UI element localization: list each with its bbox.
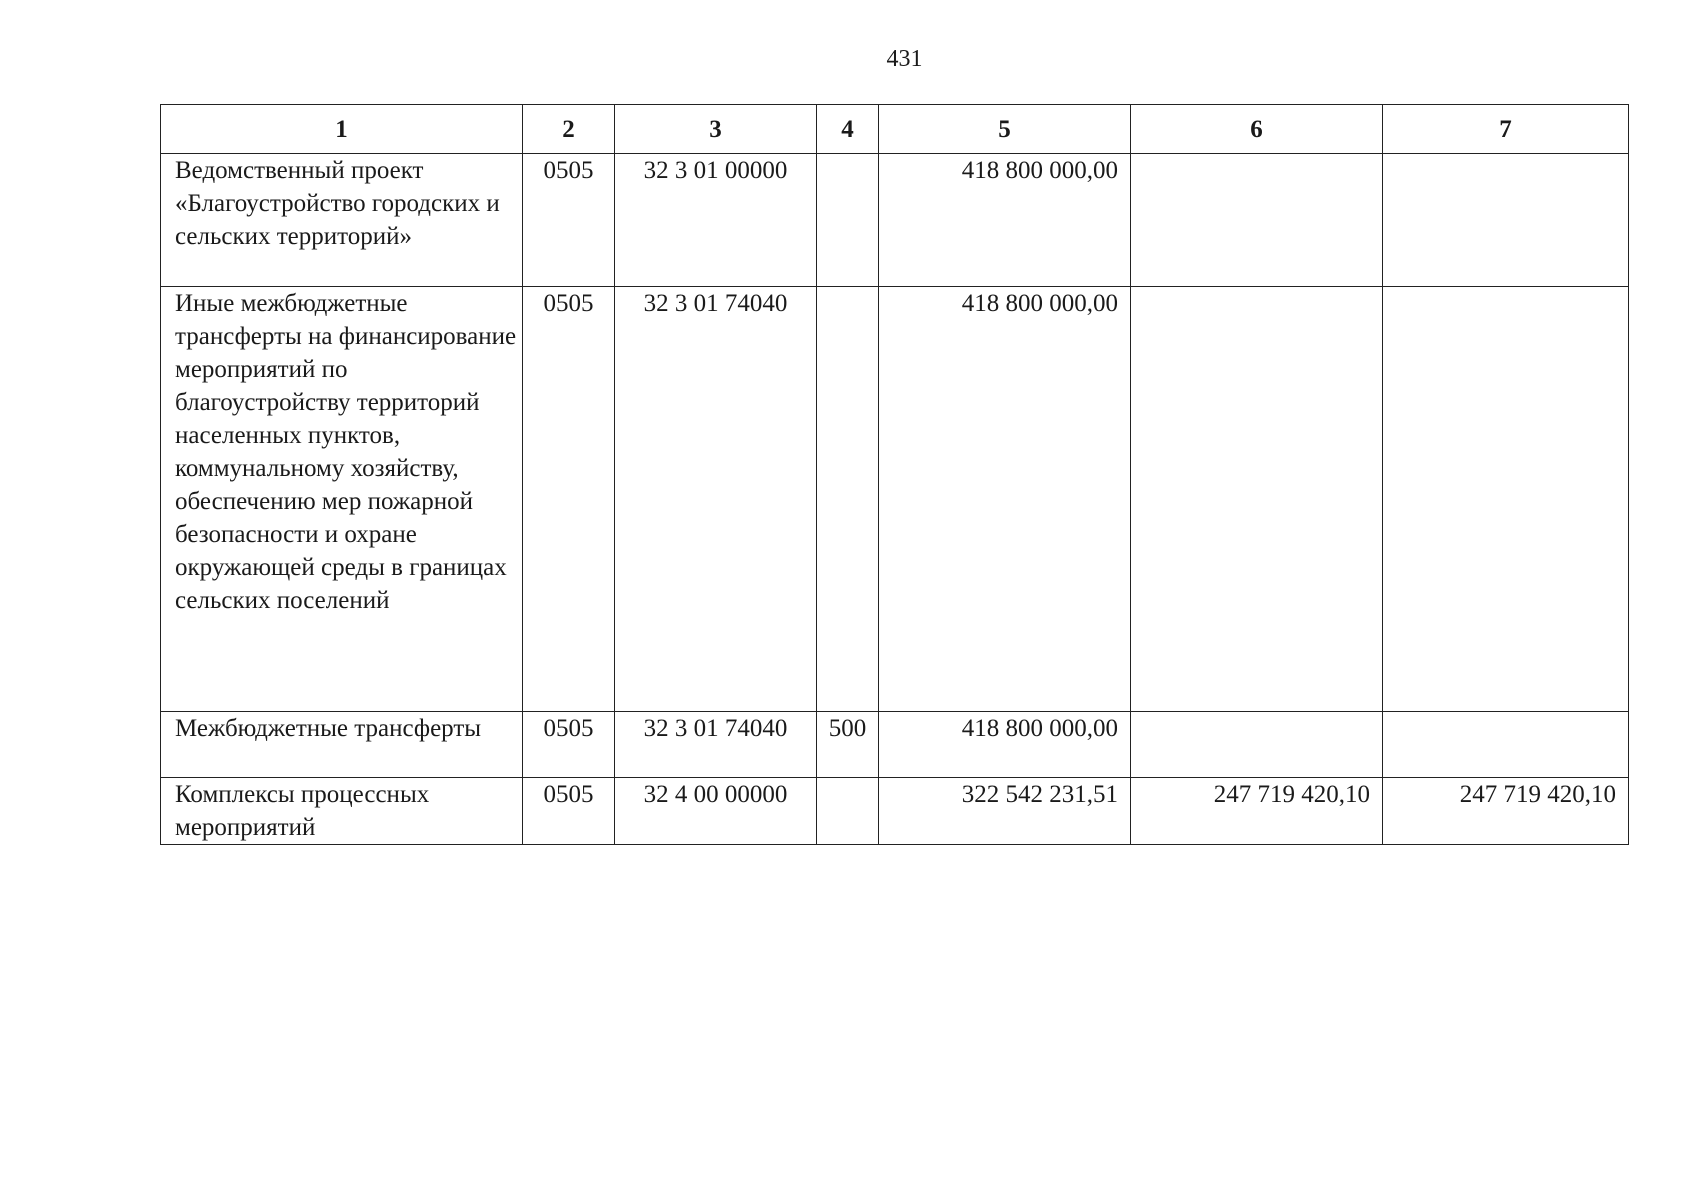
row-target-code: 32 3 01 74040 [615,287,817,712]
column-header: 3 [615,105,817,154]
row-amount-2 [1131,154,1383,287]
budget-table [160,104,1629,845]
row-target-code: 32 3 01 00000 [615,154,817,287]
row-amount-2 [1131,287,1383,712]
table-row [161,154,1629,287]
row-expense-type [817,778,879,845]
row-name: Комплексы процессных мероприятий [161,778,523,845]
row-amount-1: 322 542 231,51 [879,778,1131,845]
row-target-code: 32 3 01 74040 [615,712,817,778]
column-header: 6 [1131,105,1383,154]
column-header: 2 [523,105,615,154]
page-number: 431 [886,46,923,72]
row-amount-2 [1131,712,1383,778]
column-header: 1 [161,105,523,154]
table-row [161,712,1629,778]
row-amount-1: 418 800 000,00 [879,712,1131,778]
row-target-code: 32 4 00 00000 [615,778,817,845]
table-row [161,287,1629,712]
row-amount-3 [1383,154,1629,287]
row-amount-3 [1383,287,1629,712]
row-section-code: 0505 [523,154,615,287]
row-amount-3: 247 719 420,10 [1383,778,1629,845]
row-expense-type [817,154,879,287]
row-expense-type [817,287,879,712]
row-section-code: 0505 [523,712,615,778]
column-header: 5 [879,105,1131,154]
row-section-code: 0505 [523,287,615,712]
header-row [161,105,1629,154]
row-name: Ведомственный проект «Благоустройство городских и сельских территорий» [161,154,523,287]
row-amount-1: 418 800 000,00 [879,287,1131,712]
column-header: 7 [1383,105,1629,154]
row-amount-2: 247 719 420,10 [1131,778,1383,845]
row-name: Межбюджетные трансферты [161,712,523,778]
row-name: Иные межбюджетные трансферты на финансирование мероприятий по благоустройству территорий населенных пунктов, коммунальному хозяйству, обеспечению мер пожарной безопасности и охране окружающей среды в границах сельских поселений [161,287,523,712]
row-section-code: 0505 [523,778,615,845]
row-expense-type: 500 [817,712,879,778]
row-amount-3 [1383,712,1629,778]
table-row [161,778,1629,845]
row-amount-1: 418 800 000,00 [879,154,1131,287]
column-header: 4 [817,105,879,154]
